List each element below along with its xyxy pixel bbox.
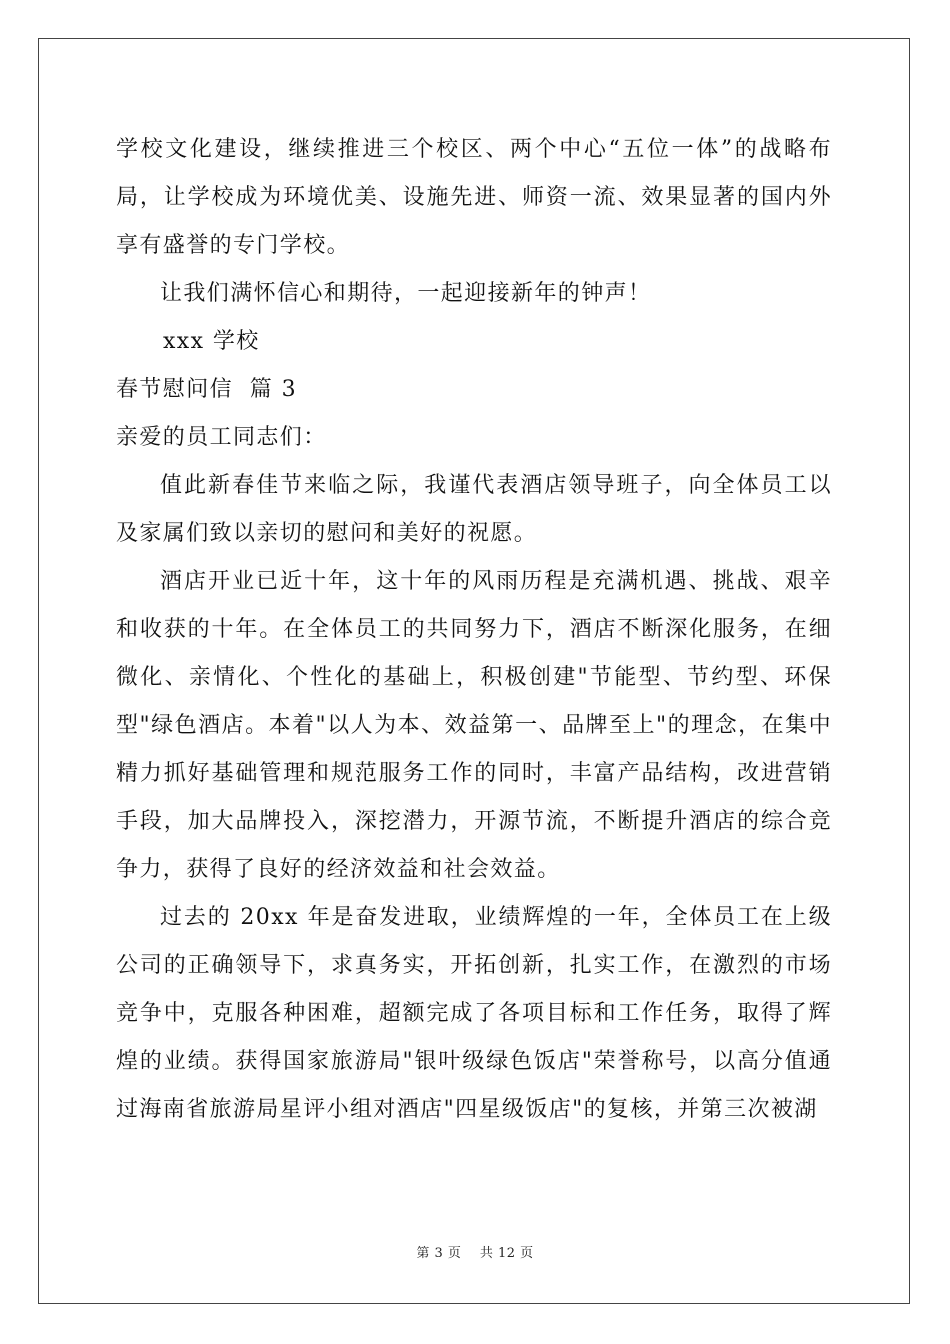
paragraph-new-year-bell: 让我们满怀信心和期待，一起迎接新年的钟声！ bbox=[160, 281, 652, 306]
paragraph-school-culture: 学校文化建设，继续推进三个校区、两个中心“五位一体”的战略布局，让学校成为环境优美、设施先进、师资一流、效果显著的国内外享有盛誉的专门学校。 bbox=[116, 137, 832, 258]
paragraph-past-year: 过去的 20xx 年是奋发进取，业绩辉煌的一年，全体员工在上级公司的正确领导下，求真务实，开拓创新，扎实工作，在激烈的市场竞争中，克服各种困难，超额完成了各项目标和工作任务，取得了辉煌的业绩。获得国家旅游局"银叶级绿色饭店"荣誉称号，以高分值通过海南省旅游局星评小组对酒店"四星级饭店"的复核，并第三次被湖 bbox=[116, 905, 832, 1122]
salutation: 亲爱的员工同志们： bbox=[116, 425, 327, 450]
signature-school: xxx 学校 bbox=[163, 329, 260, 354]
document-body bbox=[116, 126, 832, 1134]
paragraph-hotel-history: 酒店开业已近十年，这十年的风雨历程是充满机遇、挑战、艰辛和收获的十年。在全体员工的共同努力下，酒店不断深化服务，在细微化、亲情化、个性化的基础上，积极创建"节能型、节约型、环保型"绿色酒店。本着"以人为本、效益第一、品牌至上"的理念，在集中精力抓好基础管理和规范服务工作的同时，丰富产品结构，改进营销手段，加大品牌投入，深挖潜力，开源节流，不断提升酒店的综合竞争力，获得了良好的经济效益和社会效益。 bbox=[116, 569, 832, 882]
paragraph-greeting: 值此新春佳节来临之际，我谨代表酒店领导班子，向全体员工以及家属们致以亲切的慰问和美好的祝愿。 bbox=[116, 473, 832, 546]
section-heading: 春节慰问信 篇 3 bbox=[116, 377, 297, 402]
page-number-footer: 第 3 页 共 12 页 bbox=[416, 1246, 534, 1261]
